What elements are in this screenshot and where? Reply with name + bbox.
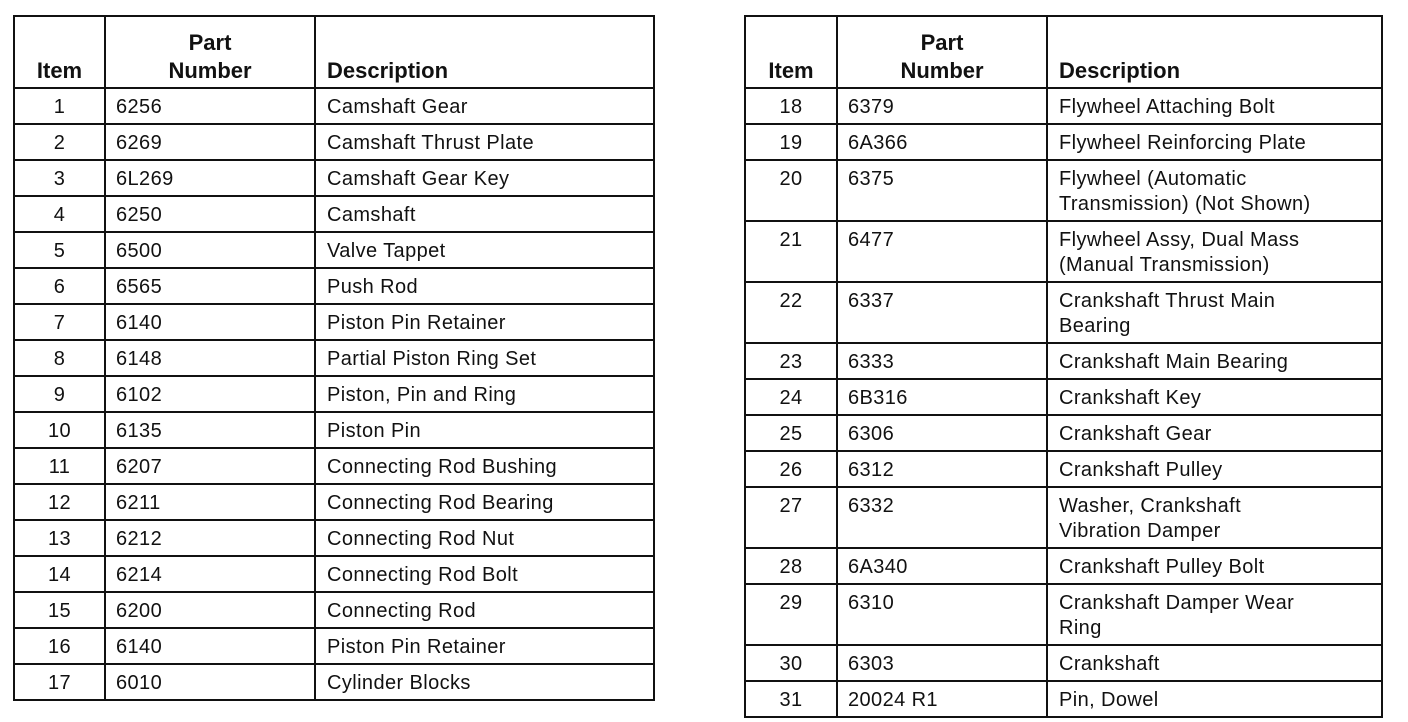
cell-part-number: 6140	[105, 304, 315, 340]
cell-item: 1	[14, 88, 105, 124]
cell-part-number: 6310	[837, 584, 1047, 645]
cell-part-number: 6148	[105, 340, 315, 376]
cell-description: Crankshaft Thrust Main Bearing	[1047, 282, 1382, 343]
cell-description: Crankshaft Pulley Bolt	[1047, 548, 1382, 584]
header-item: Item	[745, 16, 837, 88]
table-header-row	[745, 16, 1382, 88]
cell-part-number: 6A340	[837, 548, 1047, 584]
header-item: Item	[14, 16, 105, 88]
cell-part-number: 6L269	[105, 160, 315, 196]
cell-description: Flywheel Attaching Bolt	[1047, 88, 1382, 124]
cell-item: 15	[14, 592, 105, 628]
cell-description: Camshaft Thrust Plate	[315, 124, 654, 160]
cell-part-number: 6214	[105, 556, 315, 592]
cell-part-number: 6333	[837, 343, 1047, 379]
table-row	[745, 548, 1382, 584]
cell-item: 10	[14, 412, 105, 448]
cell-description: Flywheel (Automatic Transmission) (Not Shown)	[1047, 160, 1382, 221]
cell-item: 30	[745, 645, 837, 681]
cell-part-number: 6477	[837, 221, 1047, 282]
cell-part-number: 6306	[837, 415, 1047, 451]
table-row	[14, 556, 654, 592]
cell-part-number: 6A366	[837, 124, 1047, 160]
table-row	[14, 88, 654, 124]
table-row	[14, 664, 654, 700]
cell-item: 9	[14, 376, 105, 412]
table-row	[14, 124, 654, 160]
cell-description: Washer, Crankshaft Vibration Damper	[1047, 487, 1382, 548]
cell-description: Crankshaft Key	[1047, 379, 1382, 415]
table-row	[745, 681, 1382, 717]
cell-part-number: 6135	[105, 412, 315, 448]
cell-description: Valve Tappet	[315, 232, 654, 268]
table-row	[14, 484, 654, 520]
table-row	[14, 628, 654, 664]
cell-part-number: 6500	[105, 232, 315, 268]
cell-item: 7	[14, 304, 105, 340]
header-part-number: Part Number	[105, 16, 315, 88]
parts-table-left	[13, 15, 655, 701]
cell-item: 2	[14, 124, 105, 160]
parts-table-right	[744, 15, 1383, 718]
table-row	[14, 376, 654, 412]
cell-description: Flywheel Reinforcing Plate	[1047, 124, 1382, 160]
table-row	[745, 343, 1382, 379]
cell-description: Crankshaft Damper Wear Ring	[1047, 584, 1382, 645]
table-header-row	[14, 16, 654, 88]
cell-item: 25	[745, 415, 837, 451]
table-row	[14, 448, 654, 484]
header-description: Description	[1047, 16, 1382, 88]
cell-part-number: 6B316	[837, 379, 1047, 415]
cell-description: Crankshaft Main Bearing	[1047, 343, 1382, 379]
cell-description: Crankshaft Gear	[1047, 415, 1382, 451]
cell-description: Piston, Pin and Ring	[315, 376, 654, 412]
table-row	[745, 160, 1382, 221]
cell-item: 8	[14, 340, 105, 376]
cell-part-number: 6303	[837, 645, 1047, 681]
cell-item: 28	[745, 548, 837, 584]
table-row	[745, 645, 1382, 681]
table-row	[14, 520, 654, 556]
table-row	[14, 232, 654, 268]
cell-item: 31	[745, 681, 837, 717]
cell-description: Pin, Dowel	[1047, 681, 1382, 717]
cell-item: 27	[745, 487, 837, 548]
header-part-number: Part Number	[837, 16, 1047, 88]
cell-part-number: 6332	[837, 487, 1047, 548]
cell-item: 11	[14, 448, 105, 484]
cell-part-number: 6250	[105, 196, 315, 232]
table-row	[745, 282, 1382, 343]
cell-part-number: 6269	[105, 124, 315, 160]
table-row	[745, 124, 1382, 160]
cell-description: Crankshaft Pulley	[1047, 451, 1382, 487]
table-row	[14, 304, 654, 340]
cell-item: 19	[745, 124, 837, 160]
table-row	[745, 415, 1382, 451]
cell-part-number: 6312	[837, 451, 1047, 487]
cell-item: 14	[14, 556, 105, 592]
cell-item: 20	[745, 160, 837, 221]
table-row	[14, 412, 654, 448]
cell-description: Connecting Rod Bolt	[315, 556, 654, 592]
cell-item: 21	[745, 221, 837, 282]
cell-item: 17	[14, 664, 105, 700]
header-description: Description	[315, 16, 654, 88]
cell-description: Camshaft Gear Key	[315, 160, 654, 196]
cell-description: Camshaft Gear	[315, 88, 654, 124]
cell-item: 6	[14, 268, 105, 304]
cell-part-number: 6140	[105, 628, 315, 664]
cell-item: 22	[745, 282, 837, 343]
table-row	[14, 160, 654, 196]
cell-item: 12	[14, 484, 105, 520]
cell-part-number: 6010	[105, 664, 315, 700]
cell-description: Connecting Rod Nut	[315, 520, 654, 556]
table-row	[745, 451, 1382, 487]
cell-item: 29	[745, 584, 837, 645]
cell-item: 18	[745, 88, 837, 124]
cell-item: 4	[14, 196, 105, 232]
cell-part-number: 20024 R1	[837, 681, 1047, 717]
cell-part-number: 6200	[105, 592, 315, 628]
cell-description: Connecting Rod Bearing	[315, 484, 654, 520]
cell-part-number: 6337	[837, 282, 1047, 343]
cell-item: 5	[14, 232, 105, 268]
cell-description: Crankshaft	[1047, 645, 1382, 681]
cell-item: 23	[745, 343, 837, 379]
cell-part-number: 6207	[105, 448, 315, 484]
cell-description: Connecting Rod Bushing	[315, 448, 654, 484]
table-row	[14, 268, 654, 304]
cell-description: Cylinder Blocks	[315, 664, 654, 700]
cell-description: Connecting Rod	[315, 592, 654, 628]
cell-description: Flywheel Assy, Dual Mass (Manual Transmission)	[1047, 221, 1382, 282]
cell-part-number: 6565	[105, 268, 315, 304]
cell-description: Piston Pin	[315, 412, 654, 448]
cell-part-number: 6375	[837, 160, 1047, 221]
cell-part-number: 6379	[837, 88, 1047, 124]
table-row	[14, 340, 654, 376]
cell-part-number: 6212	[105, 520, 315, 556]
table-row	[14, 592, 654, 628]
table-row	[14, 196, 654, 232]
table-row	[745, 88, 1382, 124]
table-row	[745, 379, 1382, 415]
cell-item: 26	[745, 451, 837, 487]
cell-item: 16	[14, 628, 105, 664]
table-row	[745, 487, 1382, 548]
cell-description: Push Rod	[315, 268, 654, 304]
cell-part-number: 6256	[105, 88, 315, 124]
table-row	[745, 584, 1382, 645]
cell-description: Piston Pin Retainer	[315, 304, 654, 340]
cell-description: Camshaft	[315, 196, 654, 232]
cell-description: Partial Piston Ring Set	[315, 340, 654, 376]
table-row	[745, 221, 1382, 282]
cell-item: 3	[14, 160, 105, 196]
cell-part-number: 6102	[105, 376, 315, 412]
cell-item: 13	[14, 520, 105, 556]
cell-item: 24	[745, 379, 837, 415]
cell-part-number: 6211	[105, 484, 315, 520]
cell-description: Piston Pin Retainer	[315, 628, 654, 664]
